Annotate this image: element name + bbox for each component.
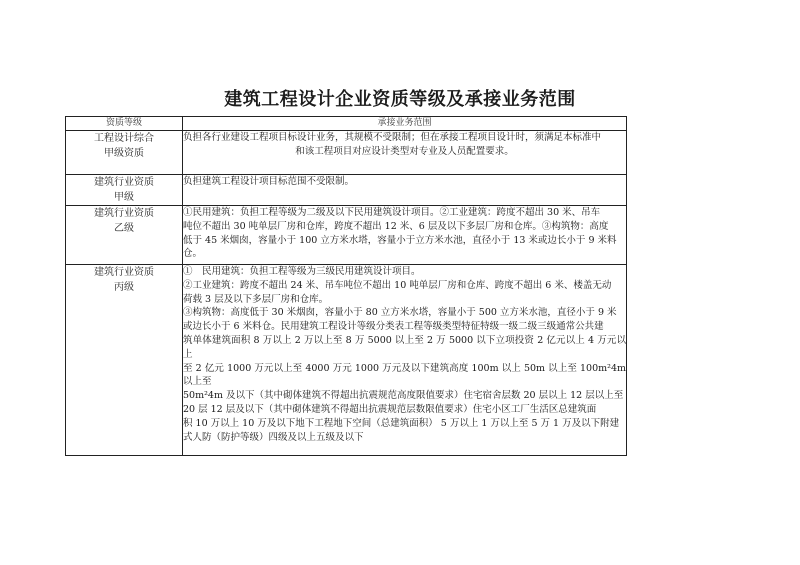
- page-title: 建筑工程设计企业资质等级及承接业务范围: [224, 89, 576, 110]
- scope-line: 式人防（防护等级）四级及以上五级及以下: [183, 431, 364, 443]
- table-row: [66, 131, 627, 175]
- table-header-row: [66, 117, 627, 131]
- scope-line: 50m²4m 及以下（其中砌体建筑不得超出抗震规范高度限值要求）住宅宿舍层数 20 层以上 12 层以上至: [183, 390, 624, 402]
- level-line: 丙级: [114, 282, 134, 293]
- scope-line: 负担建筑工程设计项目标范围不受限制。: [183, 176, 355, 187]
- scope-line: 至 2 亿元 1000 万元以上至 4000 万元 1000 万元及以下建筑高度 100m 以上 50m 以上至 100m²4m 以上至: [183, 362, 626, 388]
- scope-line: 吨位不超出 30 吨单层厂房和仓库，跨度不超出 12 米、6 层及以下多层厂房和仓库。③构筑物：高度: [183, 220, 609, 232]
- scope-line: 或边长小于 6 米料仓。民用建筑工程设计等级分类表工程等级类型特征特级一级二级三级通常公共建: [183, 321, 604, 333]
- scope-line: 20 层 12 层及以下（其中砌体建筑不得超出抗震规范层数限值要求）住宅小区工厂生活区总建筑面: [183, 403, 597, 415]
- scope-line: ③构筑物：高度低于 30 米烟囱，容量小于 80 立方米水塔，容量小于 500 立方米水池，直径小于 9 米: [183, 307, 617, 319]
- level-line: 甲级资质: [104, 148, 144, 159]
- table-row: [66, 175, 627, 206]
- scope-cell: [183, 265, 627, 456]
- scope-line: ②工业建筑：跨度不超出 24 米、吊车吨位不超出 10 吨单层厂房和仓库、跨度不超出 6 米、楼盖无动: [183, 279, 612, 291]
- level-cell: [66, 206, 183, 265]
- level-line: 建筑行业资质: [94, 208, 154, 219]
- scope-line: 筑单体建筑面积 8 万以上 2 万以上至 8 万 5000 以上至 2 万 5000 以下立项投资 2 亿元以上 4 万元以上: [183, 334, 626, 360]
- level-cell: [66, 175, 183, 206]
- header-level: 资质等级: [66, 117, 183, 131]
- scope-line: 低于 45 米烟囱，容量小于 100 立方米水塔，容量小于立方米水池，直径小于 13 米或边长小于 9 米料: [183, 234, 617, 246]
- scope-line: ①民用建筑：负担工程等级为二级及以下民用建筑设计项目。②工业建筑：跨度不超出 30 米、吊车: [183, 207, 601, 218]
- level-cell: [66, 131, 183, 175]
- table-row: [66, 265, 627, 456]
- scope-cell: [183, 206, 627, 265]
- table-row: [66, 206, 627, 265]
- scope-cell: [183, 131, 627, 175]
- scope-line: ① 民用建筑：负担工程等级为三级民用建筑设计项目。: [183, 266, 421, 277]
- level-line: 甲级: [114, 192, 134, 203]
- header-scope: 承接业务范围: [183, 117, 627, 131]
- scope-cell: [183, 175, 627, 206]
- scope-line: 积 10 万以上 10 万及以下地下工程地下空间（总建筑面积） 5 万以上 1 万以上至 5 万 1 万及以下附建: [183, 417, 620, 429]
- scope-line: 荷载 3 层及以下多层厂房和仓库。: [183, 293, 329, 305]
- level-line: 建筑行业资质: [94, 267, 154, 278]
- qualification-table: [65, 116, 627, 456]
- scope-line: 仓。: [183, 248, 203, 260]
- level-cell: [66, 265, 183, 456]
- level-line: 工程设计综合: [94, 133, 154, 144]
- scope-line: 负担各行业建设工程项目标设计业务，其规模不受限制；但在承接工程项目设计时，须满足本标准中: [183, 132, 602, 143]
- scope-line: 和该工程项目对应设计类型对专业及人员配置要求。: [295, 145, 514, 157]
- level-line: 建筑行业资质: [94, 177, 154, 188]
- level-line: 乙级: [114, 223, 134, 234]
